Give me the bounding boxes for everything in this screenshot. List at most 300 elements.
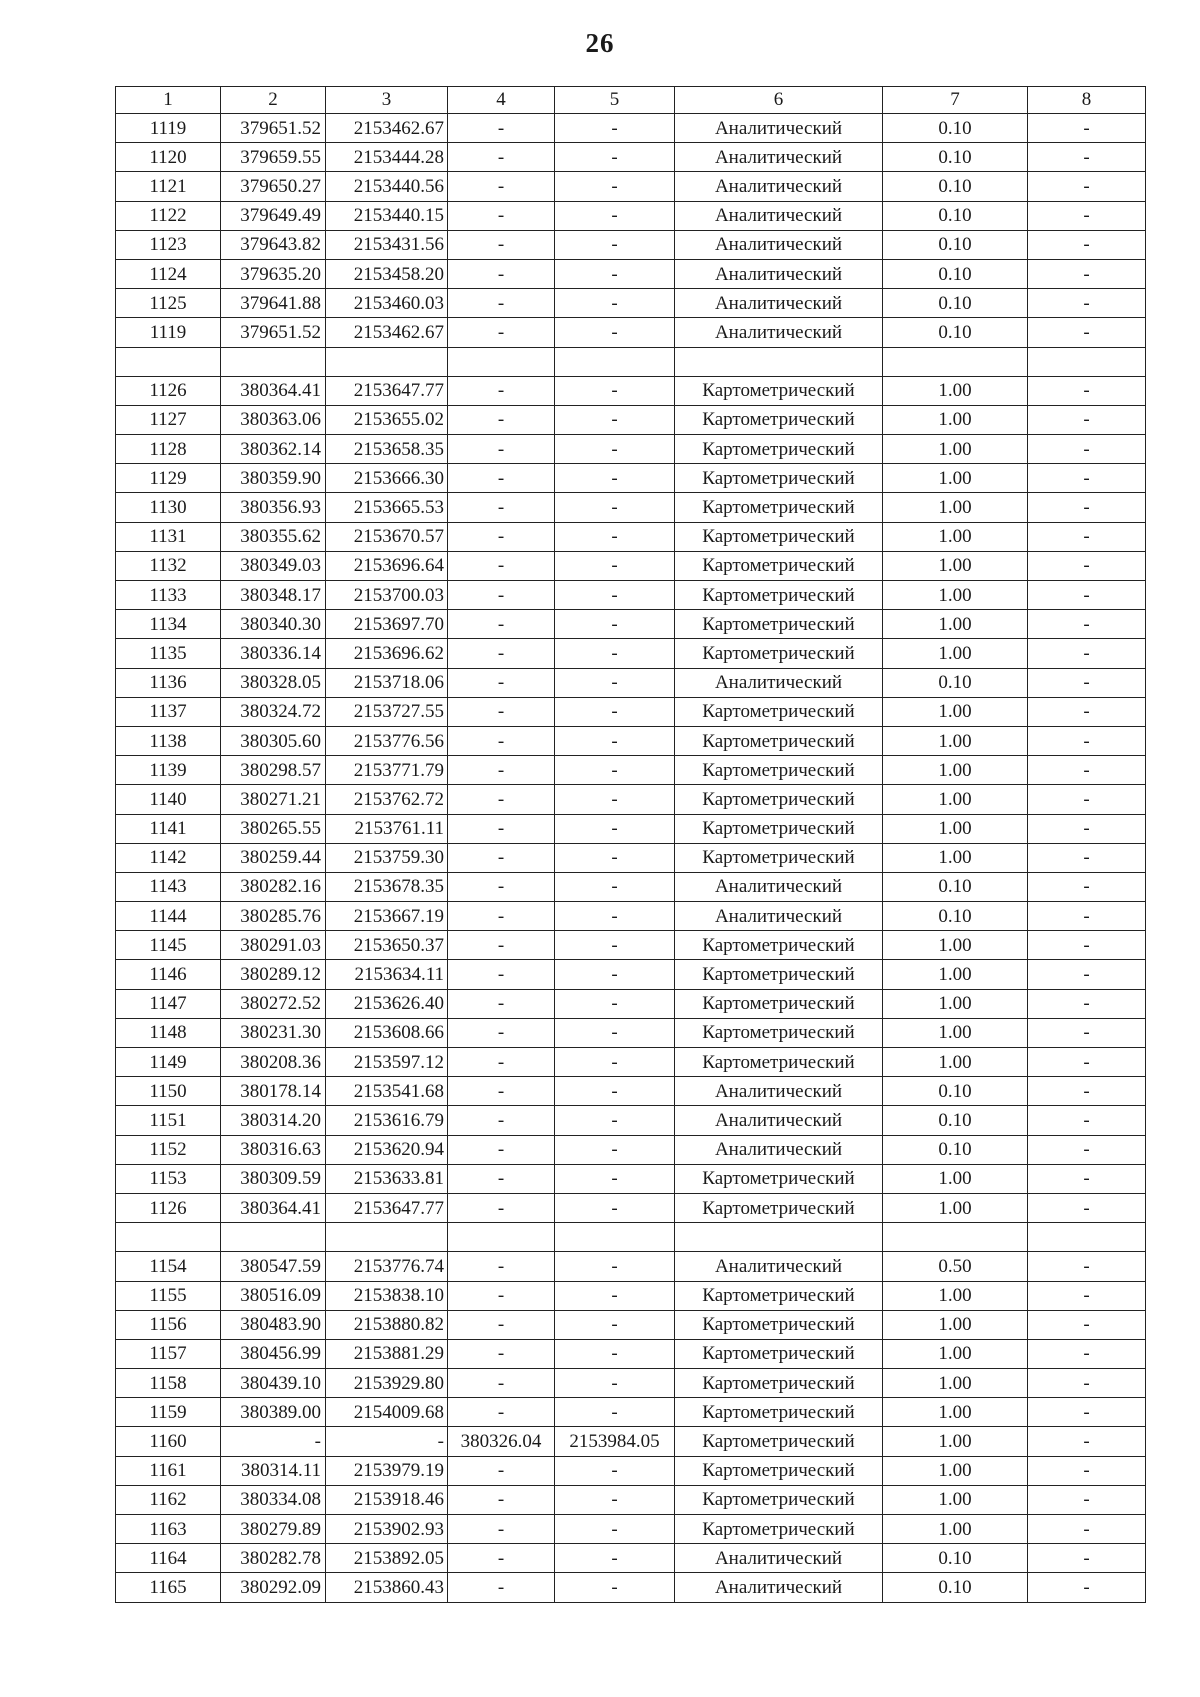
note-cell: -	[1028, 259, 1146, 288]
method-cell: Картометрический	[675, 1048, 883, 1077]
point-number-cell: 1145	[116, 931, 221, 960]
accuracy-cell: 0.10	[883, 201, 1028, 230]
x-coordinate-cell: 379635.20	[221, 259, 326, 288]
x-new-cell: -	[448, 551, 555, 580]
x-coordinate-cell: 380483.90	[221, 1310, 326, 1339]
point-number-cell: 1121	[116, 172, 221, 201]
column-header-2: 2	[221, 87, 326, 114]
accuracy-cell: 1.00	[883, 989, 1028, 1018]
y-coordinate-cell: 2153979.19	[326, 1456, 448, 1485]
note-cell: -	[1028, 1135, 1146, 1164]
method-cell: Картометрический	[675, 1398, 883, 1427]
method-cell: Аналитический	[675, 1573, 883, 1602]
x-coordinate-cell: 380314.11	[221, 1456, 326, 1485]
table-row	[116, 289, 1146, 318]
x-new-cell: -	[448, 1135, 555, 1164]
point-number-cell: 1138	[116, 726, 221, 755]
x-new-cell: -	[448, 435, 555, 464]
note-cell: -	[1028, 960, 1146, 989]
point-number-cell	[116, 1223, 221, 1252]
x-new-cell	[448, 347, 555, 376]
method-cell: Картометрический	[675, 1164, 883, 1193]
y-new-cell: -	[555, 551, 675, 580]
y-new-cell: -	[555, 1281, 675, 1310]
method-cell: Картометрический	[675, 435, 883, 464]
note-cell: -	[1028, 581, 1146, 610]
y-new-cell: -	[555, 1398, 675, 1427]
y-new-cell: -	[555, 1573, 675, 1602]
x-coordinate-cell	[221, 1223, 326, 1252]
x-coordinate-cell: 380324.72	[221, 697, 326, 726]
x-coordinate-cell: 380547.59	[221, 1252, 326, 1281]
y-coordinate-cell: 2153727.55	[326, 697, 448, 726]
method-cell: Картометрический	[675, 960, 883, 989]
y-new-cell: -	[555, 1456, 675, 1485]
x-coordinate-cell: 380259.44	[221, 843, 326, 872]
column-header-6: 6	[675, 87, 883, 114]
point-number-cell: 1135	[116, 639, 221, 668]
point-number-cell: 1154	[116, 1252, 221, 1281]
point-number-cell: 1164	[116, 1544, 221, 1573]
accuracy-cell: 0.10	[883, 1077, 1028, 1106]
x-coordinate-cell: 380282.78	[221, 1544, 326, 1573]
accuracy-cell: 1.00	[883, 1339, 1028, 1368]
x-coordinate-cell: 380362.14	[221, 435, 326, 464]
table-row	[116, 114, 1146, 143]
y-coordinate-cell: 2153718.06	[326, 668, 448, 697]
point-number-cell: 1142	[116, 843, 221, 872]
y-new-cell: -	[555, 114, 675, 143]
y-coordinate-cell: 2153838.10	[326, 1281, 448, 1310]
y-coordinate-cell: 2153670.57	[326, 522, 448, 551]
accuracy-cell: 1.00	[883, 843, 1028, 872]
table-row	[116, 785, 1146, 814]
x-coordinate-cell: 380456.99	[221, 1339, 326, 1368]
accuracy-cell: 0.10	[883, 259, 1028, 288]
table-row	[116, 318, 1146, 347]
y-new-cell: -	[555, 201, 675, 230]
x-new-cell: -	[448, 610, 555, 639]
accuracy-cell: 1.00	[883, 581, 1028, 610]
note-cell: -	[1028, 493, 1146, 522]
accuracy-cell: 1.00	[883, 639, 1028, 668]
method-cell: Картометрический	[675, 785, 883, 814]
point-number-cell: 1137	[116, 697, 221, 726]
y-new-cell: -	[555, 756, 675, 785]
column-header-4: 4	[448, 87, 555, 114]
method-cell: Картометрический	[675, 814, 883, 843]
x-new-cell: -	[448, 1077, 555, 1106]
method-cell: Аналитический	[675, 230, 883, 259]
accuracy-cell: 1.00	[883, 1193, 1028, 1222]
x-new-cell: -	[448, 785, 555, 814]
note-cell: -	[1028, 435, 1146, 464]
y-coordinate-cell: 2153444.28	[326, 143, 448, 172]
y-coordinate-cell: 2153647.77	[326, 376, 448, 405]
x-coordinate-cell: 380291.03	[221, 931, 326, 960]
method-cell: Аналитический	[675, 143, 883, 172]
point-number-cell: 1141	[116, 814, 221, 843]
point-number-cell: 1120	[116, 143, 221, 172]
table-row	[116, 1339, 1146, 1368]
table-row	[116, 1018, 1146, 1047]
y-coordinate-cell: 2153667.19	[326, 902, 448, 931]
y-new-cell: -	[555, 697, 675, 726]
y-coordinate-cell: 2153902.93	[326, 1515, 448, 1544]
point-number-cell: 1132	[116, 551, 221, 580]
point-number-cell: 1123	[116, 230, 221, 259]
y-coordinate-cell: 2153892.05	[326, 1544, 448, 1573]
y-new-cell: -	[555, 1164, 675, 1193]
accuracy-cell: 1.00	[883, 1048, 1028, 1077]
point-number-cell: 1146	[116, 960, 221, 989]
method-cell: Картометрический	[675, 1281, 883, 1310]
table-row	[116, 1193, 1146, 1222]
method-cell: Картометрический	[675, 551, 883, 580]
x-coordinate-cell: 380282.16	[221, 872, 326, 901]
y-new-cell: -	[555, 1077, 675, 1106]
x-coordinate-cell: 380231.30	[221, 1018, 326, 1047]
y-coordinate-cell: 2153626.40	[326, 989, 448, 1018]
table-row	[116, 931, 1146, 960]
method-cell: Картометрический	[675, 931, 883, 960]
accuracy-cell: 1.00	[883, 610, 1028, 639]
y-new-cell: -	[555, 1252, 675, 1281]
x-new-cell: -	[448, 756, 555, 785]
method-cell: Аналитический	[675, 668, 883, 697]
y-new-cell: -	[555, 464, 675, 493]
y-new-cell: -	[555, 1369, 675, 1398]
accuracy-cell: 1.00	[883, 493, 1028, 522]
x-coordinate-cell: 379650.27	[221, 172, 326, 201]
note-cell: -	[1028, 1310, 1146, 1339]
y-coordinate-cell: 2153880.82	[326, 1310, 448, 1339]
table-row	[116, 493, 1146, 522]
note-cell: -	[1028, 697, 1146, 726]
table-row	[116, 1077, 1146, 1106]
note-cell: -	[1028, 1339, 1146, 1368]
method-cell: Картометрический	[675, 756, 883, 785]
point-number-cell: 1125	[116, 289, 221, 318]
y-new-cell: -	[555, 668, 675, 697]
table-row	[116, 1369, 1146, 1398]
method-cell: Аналитический	[675, 172, 883, 201]
method-cell: Картометрический	[675, 405, 883, 434]
accuracy-cell: 1.00	[883, 785, 1028, 814]
note-cell: -	[1028, 1544, 1146, 1573]
accuracy-cell: 1.00	[883, 464, 1028, 493]
method-cell: Картометрический	[675, 1369, 883, 1398]
x-new-cell: -	[448, 1573, 555, 1602]
accuracy-cell: 1.00	[883, 814, 1028, 843]
point-number-cell: 1134	[116, 610, 221, 639]
note-cell: -	[1028, 1077, 1146, 1106]
x-new-cell: -	[448, 376, 555, 405]
method-cell: Картометрический	[675, 376, 883, 405]
y-coordinate-cell: 2153860.43	[326, 1573, 448, 1602]
x-new-cell: -	[448, 1106, 555, 1135]
x-new-cell: -	[448, 318, 555, 347]
note-cell: -	[1028, 1485, 1146, 1514]
x-coordinate-cell: 380292.09	[221, 1573, 326, 1602]
x-coordinate-cell: 380336.14	[221, 639, 326, 668]
x-new-cell: -	[448, 172, 555, 201]
note-cell	[1028, 1223, 1146, 1252]
point-number-cell: 1155	[116, 1281, 221, 1310]
y-coordinate-cell: 2153440.15	[326, 201, 448, 230]
x-new-cell: -	[448, 259, 555, 288]
x-coordinate-cell: 380439.10	[221, 1369, 326, 1398]
x-new-cell: -	[448, 726, 555, 755]
table-row	[116, 814, 1146, 843]
accuracy-cell: 1.00	[883, 1427, 1028, 1456]
accuracy-cell: 1.00	[883, 960, 1028, 989]
point-number-cell: 1129	[116, 464, 221, 493]
table-row	[116, 551, 1146, 580]
method-cell: Картометрический	[675, 639, 883, 668]
x-coordinate-cell: 380356.93	[221, 493, 326, 522]
method-cell: Картометрический	[675, 1018, 883, 1047]
y-coordinate-cell: 2153759.30	[326, 843, 448, 872]
table-header-row	[116, 87, 1146, 114]
note-cell: -	[1028, 551, 1146, 580]
accuracy-cell: 0.10	[883, 230, 1028, 259]
column-header-3: 3	[326, 87, 448, 114]
accuracy-cell: 0.10	[883, 172, 1028, 201]
note-cell: -	[1028, 931, 1146, 960]
accuracy-cell: 0.10	[883, 668, 1028, 697]
table-row	[116, 230, 1146, 259]
x-coordinate-cell	[221, 347, 326, 376]
table-row	[116, 201, 1146, 230]
accuracy-cell	[883, 1223, 1028, 1252]
y-coordinate-cell: 2153462.67	[326, 114, 448, 143]
y-new-cell: -	[555, 1018, 675, 1047]
accuracy-cell: 1.00	[883, 1164, 1028, 1193]
point-number-cell: 1158	[116, 1369, 221, 1398]
y-coordinate-cell: 2154009.68	[326, 1398, 448, 1427]
y-coordinate-cell: 2153541.68	[326, 1077, 448, 1106]
y-coordinate-cell	[326, 1223, 448, 1252]
note-cell: -	[1028, 989, 1146, 1018]
point-number-cell: 1143	[116, 872, 221, 901]
x-new-cell: -	[448, 1544, 555, 1573]
x-new-cell: -	[448, 581, 555, 610]
x-new-cell: -	[448, 1369, 555, 1398]
accuracy-cell: 1.00	[883, 931, 1028, 960]
table-row	[116, 581, 1146, 610]
method-cell: Аналитический	[675, 114, 883, 143]
method-cell: Картометрический	[675, 989, 883, 1018]
method-cell: Картометрический	[675, 464, 883, 493]
y-new-cell: -	[555, 989, 675, 1018]
note-cell: -	[1028, 639, 1146, 668]
table-row	[116, 1398, 1146, 1427]
x-coordinate-cell: 380314.20	[221, 1106, 326, 1135]
column-header-1: 1	[116, 87, 221, 114]
table-row	[116, 435, 1146, 464]
note-cell: -	[1028, 1164, 1146, 1193]
accuracy-cell: 1.00	[883, 551, 1028, 580]
method-cell: Картометрический	[675, 843, 883, 872]
note-cell: -	[1028, 376, 1146, 405]
point-number-cell: 1148	[116, 1018, 221, 1047]
accuracy-cell: 1.00	[883, 1310, 1028, 1339]
accuracy-cell: 1.00	[883, 522, 1028, 551]
x-new-cell: -	[448, 989, 555, 1018]
x-coordinate-cell: 380359.90	[221, 464, 326, 493]
point-number-cell: 1156	[116, 1310, 221, 1339]
method-cell: Картометрический	[675, 1427, 883, 1456]
method-cell: Аналитический	[675, 289, 883, 318]
x-new-cell: -	[448, 843, 555, 872]
point-number-cell: 1159	[116, 1398, 221, 1427]
x-new-cell: -	[448, 143, 555, 172]
y-coordinate-cell: 2153881.29	[326, 1339, 448, 1368]
note-cell: -	[1028, 143, 1146, 172]
accuracy-cell: 1.00	[883, 756, 1028, 785]
y-coordinate-cell: 2153776.74	[326, 1252, 448, 1281]
x-new-cell: -	[448, 405, 555, 434]
y-new-cell: -	[555, 610, 675, 639]
x-coordinate-cell: 379641.88	[221, 289, 326, 318]
y-coordinate-cell: 2153696.62	[326, 639, 448, 668]
table-row	[116, 1048, 1146, 1077]
y-new-cell: -	[555, 405, 675, 434]
x-coordinate-cell: 380316.63	[221, 1135, 326, 1164]
note-cell: -	[1028, 1456, 1146, 1485]
x-coordinate-cell: 379651.52	[221, 114, 326, 143]
table-row	[116, 259, 1146, 288]
column-header-8: 8	[1028, 87, 1146, 114]
table-row	[116, 872, 1146, 901]
note-cell: -	[1028, 756, 1146, 785]
y-new-cell: -	[555, 814, 675, 843]
point-number-cell: 1139	[116, 756, 221, 785]
table-row	[116, 1106, 1146, 1135]
accuracy-cell: 1.00	[883, 1018, 1028, 1047]
x-new-cell: -	[448, 1515, 555, 1544]
y-coordinate-cell: 2153431.56	[326, 230, 448, 259]
table-row	[116, 1456, 1146, 1485]
accuracy-cell: 0.50	[883, 1252, 1028, 1281]
accuracy-cell: 0.10	[883, 902, 1028, 931]
accuracy-cell: 1.00	[883, 1515, 1028, 1544]
table-row	[116, 989, 1146, 1018]
y-coordinate-cell: 2153929.80	[326, 1369, 448, 1398]
accuracy-cell: 1.00	[883, 697, 1028, 726]
point-number-cell: 1119	[116, 114, 221, 143]
x-new-cell: -	[448, 493, 555, 522]
table-row	[116, 902, 1146, 931]
table-row	[116, 1544, 1146, 1573]
page-number: 26	[585, 28, 615, 58]
note-cell: -	[1028, 1252, 1146, 1281]
y-coordinate-cell: 2153440.56	[326, 172, 448, 201]
x-new-cell: -	[448, 697, 555, 726]
table-row	[116, 405, 1146, 434]
x-coordinate-cell: 380389.00	[221, 1398, 326, 1427]
y-new-cell: -	[555, 1515, 675, 1544]
y-new-cell: -	[555, 1048, 675, 1077]
x-new-cell: -	[448, 1398, 555, 1427]
y-coordinate-cell: 2153647.77	[326, 1193, 448, 1222]
point-number-cell: 1147	[116, 989, 221, 1018]
x-new-cell: -	[448, 1193, 555, 1222]
y-coordinate-cell: 2153616.79	[326, 1106, 448, 1135]
x-new-cell: -	[448, 289, 555, 318]
point-number-cell: 1133	[116, 581, 221, 610]
accuracy-cell: 1.00	[883, 1398, 1028, 1427]
point-number-cell: 1144	[116, 902, 221, 931]
method-cell: Аналитический	[675, 201, 883, 230]
accuracy-cell: 0.10	[883, 872, 1028, 901]
point-number-cell: 1157	[116, 1339, 221, 1368]
table-body	[116, 114, 1146, 1603]
x-coordinate-cell: 380285.76	[221, 902, 326, 931]
method-cell: Аналитический	[675, 872, 883, 901]
x-coordinate-cell: 380340.30	[221, 610, 326, 639]
y-coordinate-cell: 2153678.35	[326, 872, 448, 901]
note-cell: -	[1028, 1018, 1146, 1047]
method-cell	[675, 1223, 883, 1252]
table-row	[116, 639, 1146, 668]
y-new-cell: -	[555, 230, 675, 259]
y-new-cell	[555, 347, 675, 376]
y-coordinate-cell: 2153633.81	[326, 1164, 448, 1193]
y-new-cell: -	[555, 1310, 675, 1339]
note-cell: -	[1028, 289, 1146, 318]
x-new-cell	[448, 1223, 555, 1252]
x-coordinate-cell: 380265.55	[221, 814, 326, 843]
note-cell: -	[1028, 872, 1146, 901]
x-new-cell: -	[448, 1281, 555, 1310]
y-coordinate-cell: 2153458.20	[326, 259, 448, 288]
method-cell: Картометрический	[675, 1485, 883, 1514]
x-new-cell: -	[448, 1310, 555, 1339]
y-coordinate-cell: 2153697.70	[326, 610, 448, 639]
y-coordinate-cell: 2153666.30	[326, 464, 448, 493]
y-coordinate-cell: 2153634.11	[326, 960, 448, 989]
table-row	[116, 522, 1146, 551]
point-number-cell: 1152	[116, 1135, 221, 1164]
y-coordinate-cell: 2153608.66	[326, 1018, 448, 1047]
method-cell: Аналитический	[675, 902, 883, 931]
note-cell: -	[1028, 318, 1146, 347]
y-coordinate-cell: 2153597.12	[326, 1048, 448, 1077]
y-new-cell: -	[555, 785, 675, 814]
note-cell: -	[1028, 814, 1146, 843]
table-row	[116, 1427, 1146, 1456]
x-coordinate-cell: 379649.49	[221, 201, 326, 230]
note-cell: -	[1028, 114, 1146, 143]
y-coordinate-cell: 2153762.72	[326, 785, 448, 814]
x-new-cell: 380326.04	[448, 1427, 555, 1456]
point-number-cell: 1126	[116, 1193, 221, 1222]
table-row	[116, 464, 1146, 493]
method-cell: Аналитический	[675, 1077, 883, 1106]
accuracy-cell: 0.10	[883, 1106, 1028, 1135]
y-coordinate-cell: 2153658.35	[326, 435, 448, 464]
accuracy-cell: 0.10	[883, 143, 1028, 172]
x-coordinate-cell: 380305.60	[221, 726, 326, 755]
x-coordinate-cell: 380363.06	[221, 405, 326, 434]
accuracy-cell	[883, 347, 1028, 376]
table-row	[116, 756, 1146, 785]
note-cell: -	[1028, 610, 1146, 639]
note-cell: -	[1028, 1398, 1146, 1427]
y-new-cell: -	[555, 143, 675, 172]
